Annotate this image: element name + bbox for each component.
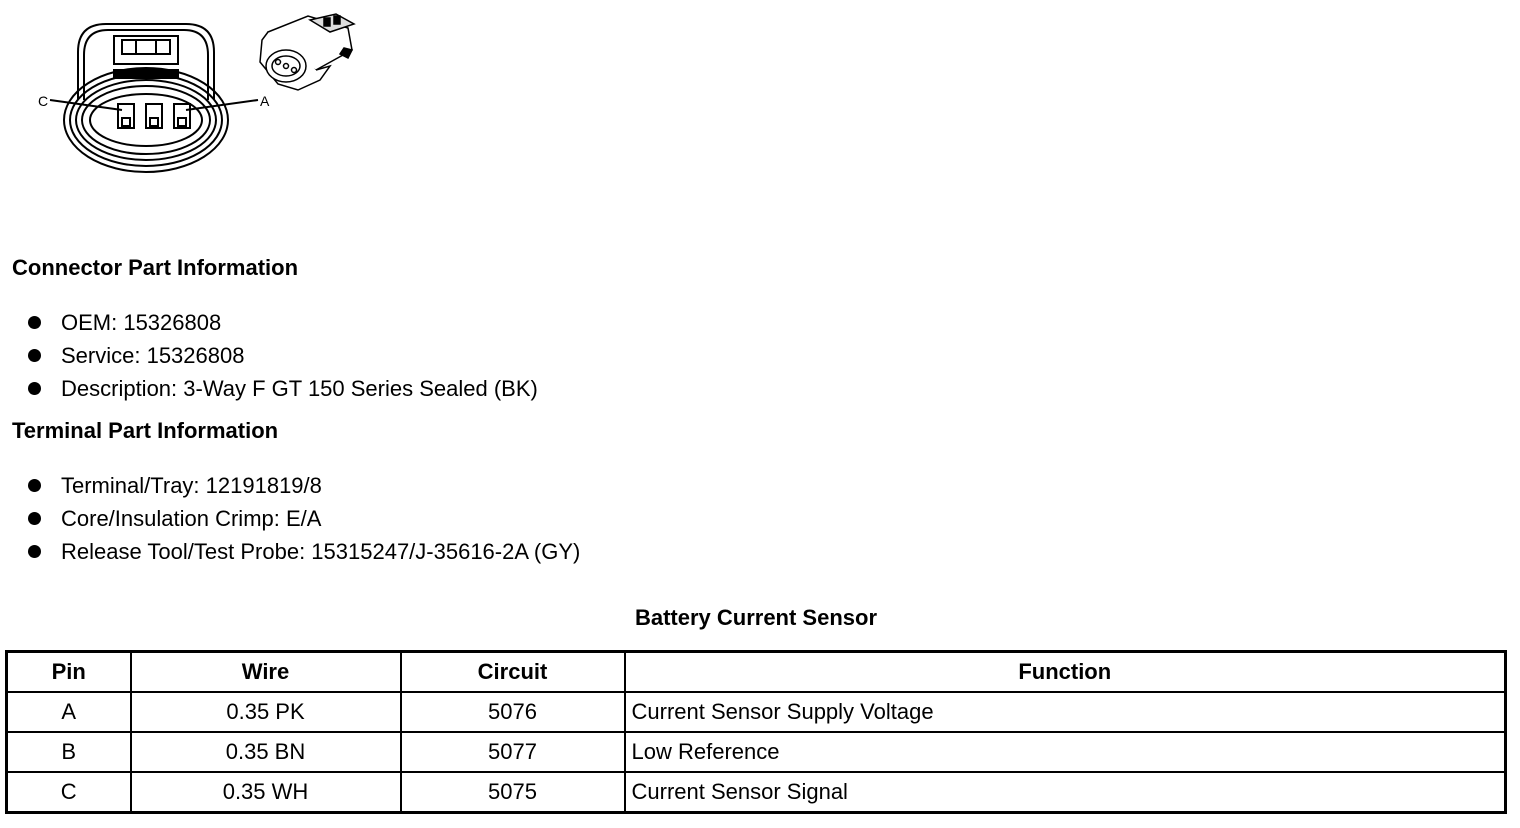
terminal-info-list [28,469,580,568]
function-cell: Current Sensor Signal [625,772,1506,813]
description-text: Description: 3-Way F GT 150 Series Sealed (BK) [61,376,538,401]
table-row [7,692,1506,732]
release-tool-text: Release Tool/Test Probe: 15315247/J-35616-2A (GY) [61,539,581,564]
bullet-icon [28,349,41,362]
list-item [28,535,580,568]
pin-a-label: A [260,93,270,109]
table-row [7,732,1506,772]
connector-info-heading: Connector Part Information [12,255,299,280]
wire-cell: 0.35 BN [131,732,401,772]
bullet-icon [28,316,41,329]
list-item [28,469,580,502]
terminal-tray-text: Terminal/Tray: 12191819/8 [61,473,322,498]
oem-part-text: OEM: 15326808 [61,310,222,335]
list-item [28,306,538,339]
pinout-table [5,650,1507,814]
column-header-pin: Pin [7,652,131,693]
pin-cell: B [7,732,131,772]
circuit-cell: 5077 [401,732,625,772]
connector-face-drawing [50,24,258,172]
list-item [28,339,538,372]
wire-cell: 0.35 PK [131,692,401,732]
service-part-text: Service: 15326808 [61,343,245,368]
wire-cell: 0.35 WH [131,772,401,813]
crimp-text: Core/Insulation Crimp: E/A [61,506,322,531]
table-title: Battery Current Sensor [634,605,878,630]
column-header-wire: Wire [131,652,401,693]
function-cell: Low Reference [625,732,1506,772]
table-row [7,772,1506,813]
circuit-cell: 5076 [401,692,625,732]
column-header-function: Function [625,652,1506,693]
list-item [28,372,538,405]
bullet-icon [28,479,41,492]
connector-diagram [30,10,370,180]
table-header-row [7,652,1506,693]
pin-cell: C [7,772,131,813]
bullet-icon [28,545,41,558]
function-cell: Current Sensor Supply Voltage [625,692,1506,732]
bullet-icon [28,382,41,395]
column-header-circuit: Circuit [401,652,625,693]
connector-isometric-drawing [260,14,354,90]
pin-c-label: C [38,93,49,109]
list-item [28,502,580,535]
pin-cell: A [7,692,131,732]
bullet-icon [28,512,41,525]
terminal-info-heading: Terminal Part Information [12,418,279,443]
connector-info-list [28,306,538,405]
circuit-cell: 5075 [401,772,625,813]
